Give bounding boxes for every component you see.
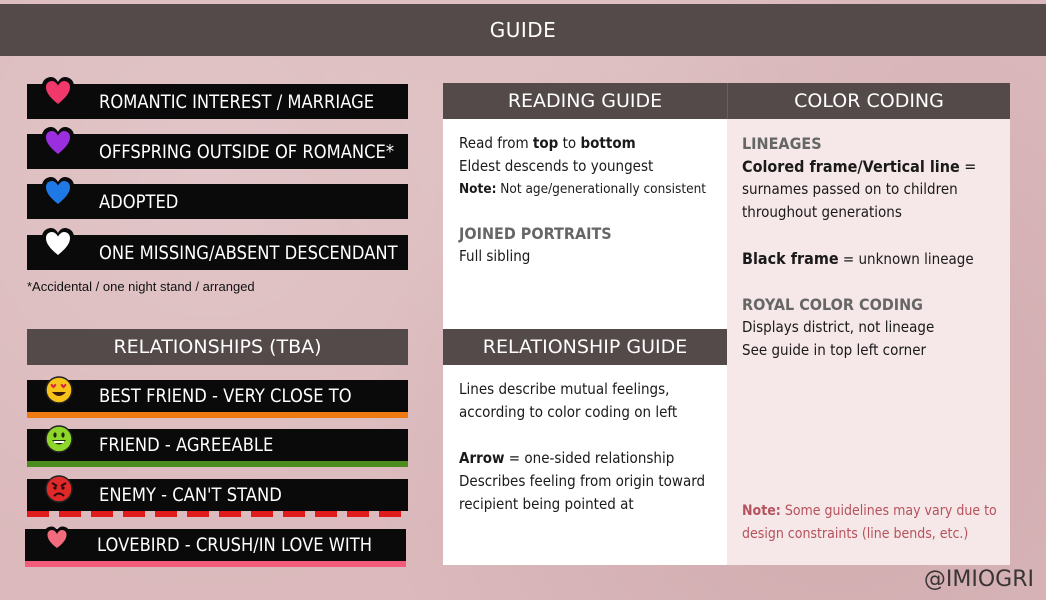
relationship-label: ENEMY - CAN'T STAND bbox=[99, 484, 282, 506]
relationship-best-friend bbox=[27, 380, 408, 412]
legend-item-adopted bbox=[27, 184, 408, 219]
relationship-guide-line: Lines describe mutual feelings, bbox=[459, 380, 670, 398]
reading-note: Note: Not age/generationally consistent bbox=[459, 181, 707, 197]
joined-portraits-text: Full sibling bbox=[459, 247, 531, 265]
relationship-lovebird bbox=[25, 529, 406, 561]
arrow-line: Arrow = one-sided relationship bbox=[459, 449, 675, 467]
dashed-red-line bbox=[27, 511, 408, 517]
colored-frame-text: surnames passed on to children bbox=[742, 180, 958, 198]
artist-signature: @IMIOGRI bbox=[923, 567, 1034, 592]
royal-color-title: ROYAL COLOR CODING bbox=[742, 295, 924, 314]
relationship-label: BEST FRIEND - VERY CLOSE TO bbox=[99, 385, 352, 407]
white-heart-icon bbox=[41, 227, 75, 263]
legend-item-missing bbox=[27, 235, 408, 270]
royal-color-text: See guide in top left corner bbox=[742, 341, 927, 359]
legend-footnote: *Accidental / one night stand / arranged bbox=[27, 279, 255, 294]
angry-face-icon bbox=[45, 475, 73, 503]
relationship-guide-line: recipient being pointed at bbox=[459, 495, 634, 513]
reading-line-2: Eldest descends to youngest bbox=[459, 157, 654, 175]
relationship-label: LOVEBIRD - CRUSH/IN LOVE WITH bbox=[97, 534, 373, 556]
legend-item-romantic bbox=[27, 84, 408, 119]
black-frame-line: Black frame = unknown lineage bbox=[742, 249, 974, 268]
color-coding-note: Note: Some guidelines may vary due to design constraints (line bends, etc.) bbox=[742, 503, 997, 542]
relationship-label: FRIEND - AGREEABLE bbox=[99, 434, 274, 456]
color-coding-body bbox=[742, 132, 976, 362]
lineages-title: LINEAGES bbox=[742, 134, 822, 153]
legend-label: ROMANTIC INTEREST / MARRIAGE bbox=[99, 90, 375, 113]
pink-heart-icon bbox=[43, 525, 71, 553]
purple-heart-icon bbox=[41, 126, 75, 162]
grinning-face-icon bbox=[45, 425, 73, 453]
relationship-friend bbox=[27, 429, 408, 461]
relationship-enemy bbox=[27, 479, 408, 511]
legend-item-offspring bbox=[27, 134, 408, 169]
relationship-guide-line: Describes feeling from origin toward bbox=[459, 472, 706, 490]
red-heart-icon bbox=[41, 76, 75, 112]
colored-frame-line: Colored frame/Vertical line = bbox=[742, 157, 977, 176]
joined-portraits-title: JOINED PORTRAITS bbox=[459, 224, 612, 243]
relationship-guide-body bbox=[459, 378, 705, 516]
green-line bbox=[27, 461, 408, 467]
relationships-header: RELATIONSHIPS (TBA) bbox=[27, 329, 408, 365]
reading-line-1: Read from top to bottom bbox=[459, 134, 636, 152]
legend-label: ONE MISSING/ABSENT DESCENDANT bbox=[99, 241, 398, 264]
relationship-guide-header: RELATIONSHIP GUIDE bbox=[443, 329, 727, 365]
pink-line bbox=[25, 561, 406, 567]
royal-color-text: Displays district, not lineage bbox=[742, 318, 935, 336]
page-title: GUIDE bbox=[0, 4, 1046, 56]
reading-guide-body bbox=[459, 132, 706, 268]
legend-label: OFFSPRING OUTSIDE OF ROMANCE* bbox=[99, 140, 395, 163]
legend-label: ADOPTED bbox=[99, 190, 179, 213]
reading-guide-header: READING GUIDE bbox=[443, 83, 727, 119]
colored-frame-text: throughout generations bbox=[742, 203, 902, 221]
heart-eyes-emoji-icon bbox=[45, 376, 73, 404]
relationship-guide-line: according to color coding on left bbox=[459, 403, 678, 421]
color-coding-header: COLOR CODING bbox=[727, 83, 1010, 119]
blue-heart-icon bbox=[41, 176, 75, 212]
orange-line bbox=[27, 412, 408, 418]
